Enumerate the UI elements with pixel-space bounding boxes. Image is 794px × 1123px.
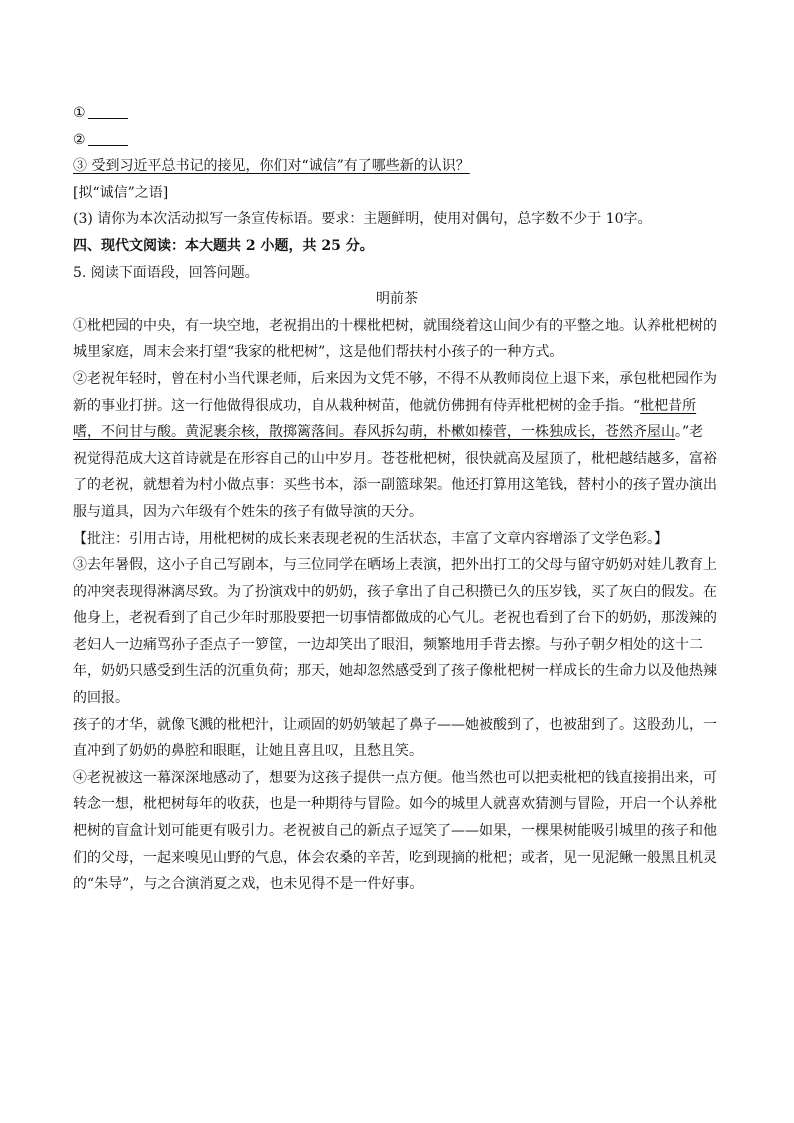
question-3-text: ③ 受到习近平总书记的接见，你们对“诚信”有了哪些新的认识？ [73,158,470,175]
paragraph-2-text: 。”老 [675,424,704,441]
paragraph-1-line: 城里家庭，周末会来打望“我家的枇杷树”，这是他们帮扶村小孩子的一种方式。 [73,344,564,361]
slogan-heading: [拟“诚信”之语] [73,184,169,201]
paragraph-2-line [73,419,721,446]
document-content [73,100,721,898]
quoted-poem: 枇杷昔所 [640,397,697,414]
paragraph-4-line: 直冲到了奶奶的鼻腔和眼眶，让她且喜且叹，且愁且笑。 [73,743,423,760]
paragraph-3-line: ③去年暑假，这小子自己写剧本，与三位同学在晒场上表演，把外出打工的父母与留守奶奶对娃儿教育上 [73,557,717,574]
paragraph-5-line: ④老祝被这一幕深深地感动了，想要为这孩子提供一点方便。他当然也可以把卖枇杷的钱直接捐出来，可 [73,769,717,786]
annotation-note: 【批注：引用古诗，用枇杷树的成长来表现老祝的生活状态，丰富了文章内容增添了文学色彩。】 [73,530,668,547]
answer-marker-1: ① [73,105,86,121]
paragraph-3-line: 的冲突表现得淋漓尽致。为了扮演戏中的奶奶，孩子拿出了自己积攒已久的压岁钱，买了灰白的假发。在 [73,583,717,600]
paragraph-4-line: 孩子的才华，就像飞溅的枇杷汁，让顽固的奶奶皱起了鼻子——她被酸到了，也被甜到了。这股劲儿，一 [73,716,717,733]
question-3-slogan: (3) 请你为本次活动拟写一条宣传标语。要求：主题鲜明，使用对偶句，总字数不少于 10字。 [73,211,652,228]
paragraph-5-line: 转念一想，枇杷树每年的收获，也是一种期待与冒险。如今的城里人就喜欢猜测与冒险，开启一个认养枇 [73,796,717,813]
paragraph-2-line: ②老祝年轻时，曾在村小当代课老师，后来因为文凭不够，不得不从教师岗位上退下来，承包枇杷园作为 [73,370,717,387]
answer-line-2 [73,127,721,154]
answer-blank-1 [88,104,128,119]
paragraph-5-line: 们的父母，一起来嗅见山野的气息，体会农桑的辛苦，吃到现摘的枇杷；或者，见一见泥鳅一般黑且机灵 [73,849,717,866]
paragraph-1-line: ①枇杷园的中央，有一块空地，老祝捐出的十棵枇杷树，就围绕着这山间少有的平整之地。认养枇杷树的 [73,317,717,334]
question-5-instruction: 5. 阅读下面语段，回答问题。 [73,264,259,281]
section-heading: 四、现代文阅读：本大题共 2 小题，共 25 分。 [73,237,374,254]
article-title: 明前茶 [376,291,418,308]
paragraph-3-line: 老妇人一边痛骂孙子歪点子一箩筐，一边却笑出了眼泪，频繁地用手背去擦。与孙子朝夕相处的这十二 [73,636,703,653]
paragraph-2-text: 新的事业打拼。这一行他做得很成功，自从栽种树苗，他就仿佛拥有侍弄枇杷树的金手指。“ [73,397,641,414]
answer-line-1 [73,100,721,127]
paragraph-3-line: 的回报。 [73,690,129,707]
quoted-poem: 嗜，不问甘与酸。黄泥裹余核，散掷篱落间。春风拆勾萌，朴樕如榛菅，一株独成长，苍然齐屋山 [73,424,675,441]
paragraph-2-line: 服与道具，因为六年级有个姓朱的孩子有做导演的天分。 [73,503,423,520]
answer-marker-2: ② [73,131,86,148]
paragraph-2-line [73,393,721,420]
paragraph-5-line: 的“朱导”，与之合演消夏之戏，也未见得不是一件好事。 [73,876,424,893]
answer-blank-2 [88,131,128,146]
paragraph-3-line: 年，奶奶只感受到生活的沉重负荷；那天，她却忽然感受到了孩子像枇杷树一样成长的生命力以及他热辣 [73,663,717,680]
paragraph-2-line: 祝觉得范成大这首诗就是在形容自己的山中岁月。苍苍枇杷树，很快就高及屋顶了，枇杷越结越多，富裕 [73,450,717,467]
paragraph-5-line: 杷树的盲盒计划可能更有吸引力。老祝被自己的新点子逗笑了——如果，一棵果树能吸引城里的孩子和他 [73,823,717,840]
paragraph-2-line: 了的老祝，就想着为村小做点事：买些书本，添一副篮球架。他还打算用这笔钱，替村小的孩子置办演出 [73,477,717,494]
paragraph-3-line: 他身上，老祝看到了自己少年时那股要把一切事情都做成的心气儿。老祝也看到了台下的奶奶，那泼辣的 [73,610,717,627]
